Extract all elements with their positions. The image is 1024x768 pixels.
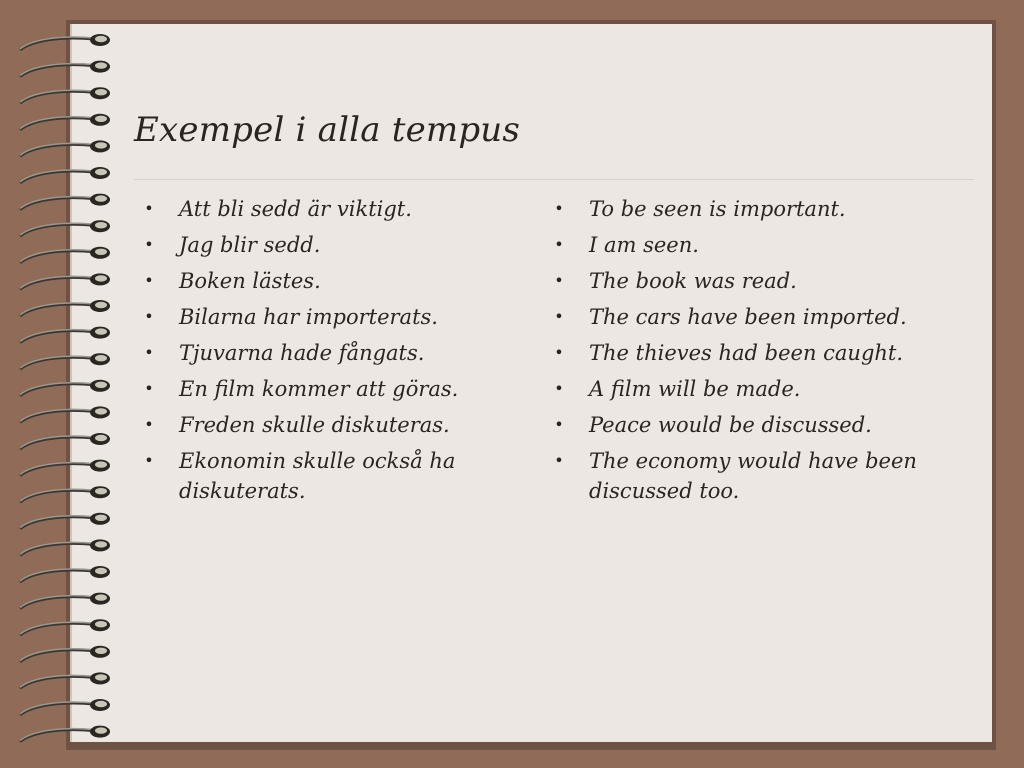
binding-ring-icon [20, 646, 110, 662]
binding-ring-icon [20, 593, 110, 609]
swedish-example-item [142, 374, 512, 404]
binding-ring-icon [20, 353, 110, 369]
english-translation-item [552, 338, 922, 368]
bullet-icon: • [554, 235, 564, 254]
swedish-examples-list [142, 194, 512, 512]
binding-ring-icon [20, 486, 110, 502]
binding-ring-icon [20, 220, 110, 236]
binding-ring-icon [20, 114, 110, 130]
binding-ring-icon [20, 672, 110, 688]
swedish-example-text: Freden skulle diskuteras. [179, 413, 450, 437]
swedish-example-text: Jag blir sedd. [179, 233, 321, 257]
binding-ring-icon [20, 327, 110, 343]
english-translations-list [552, 194, 922, 512]
swedish-example-item [142, 194, 512, 224]
binding-ring-icon [20, 87, 110, 103]
binding-ring-icon [20, 406, 110, 422]
english-translation-text: To be seen is important. [589, 197, 846, 221]
english-translation-item [552, 302, 922, 332]
spiral-binding-icon [12, 20, 122, 750]
bullet-icon: • [554, 271, 564, 290]
english-translation-item [552, 230, 922, 260]
english-translation-item [552, 266, 922, 296]
english-translation-text: I am seen. [589, 233, 699, 257]
binding-ring-icon [20, 460, 110, 476]
swedish-example-text: Att bli sedd är viktigt. [179, 197, 412, 221]
english-translation-item [552, 446, 922, 506]
english-translation-text: The book was read. [589, 269, 797, 293]
swedish-example-text: Ekonomin skulle också ha diskuterats. [179, 449, 456, 503]
binding-ring-icon [20, 726, 110, 742]
english-translation-text: The economy would have been discussed too. [589, 449, 917, 503]
slide-title: Exempel i alla tempus [134, 110, 521, 150]
binding-ring-icon [20, 194, 110, 210]
binding-ring-icon [20, 300, 110, 316]
binding-ring-icon [20, 61, 110, 77]
bullet-icon: • [554, 307, 564, 326]
binding-ring-icon [20, 619, 110, 635]
english-translation-text: A film will be made. [589, 377, 801, 401]
bullet-icon: • [554, 343, 564, 362]
swedish-example-item [142, 446, 512, 506]
bullet-icon: • [144, 343, 154, 362]
english-translation-item [552, 374, 922, 404]
swedish-example-item [142, 266, 512, 296]
binding-ring-icon [20, 380, 110, 396]
swedish-example-item [142, 302, 512, 332]
bullet-icon: • [554, 199, 564, 218]
bullet-icon: • [144, 415, 154, 434]
bullet-icon: • [554, 451, 564, 470]
bullet-icon: • [144, 451, 154, 470]
swedish-example-text: Boken lästes. [179, 269, 321, 293]
binding-ring-icon [20, 140, 110, 156]
binding-ring-icon [20, 699, 110, 715]
bullet-icon: • [144, 379, 154, 398]
swedish-example-item [142, 338, 512, 368]
title-divider [134, 179, 974, 180]
bullet-icon: • [554, 415, 564, 434]
bullet-icon: • [144, 307, 154, 326]
bullet-icon: • [554, 379, 564, 398]
bullet-icon: • [144, 235, 154, 254]
english-translation-text: The cars have been imported. [589, 305, 907, 329]
english-translation-text: Peace would be discussed. [589, 413, 872, 437]
binding-ring-icon [20, 34, 110, 50]
notebook-page [70, 24, 992, 742]
swedish-example-item [142, 410, 512, 440]
english-translation-text: The thieves had been caught. [589, 341, 904, 365]
binding-ring-icon [20, 247, 110, 263]
binding-ring-icon [20, 539, 110, 555]
binding-ring-icon [20, 566, 110, 582]
english-translation-item [552, 410, 922, 440]
swedish-example-text: En film kommer att göras. [179, 377, 459, 401]
swedish-example-text: Bilarna har importerats. [179, 305, 438, 329]
english-translation-item [552, 194, 922, 224]
swedish-example-item [142, 230, 512, 260]
binding-ring-icon [20, 513, 110, 529]
binding-ring-icon [20, 273, 110, 289]
binding-ring-icon [20, 167, 110, 183]
swedish-example-text: Tjuvarna hade fångats. [179, 341, 425, 365]
bullet-icon: • [144, 199, 154, 218]
binding-ring-icon [20, 433, 110, 449]
bullet-icon: • [144, 271, 154, 290]
